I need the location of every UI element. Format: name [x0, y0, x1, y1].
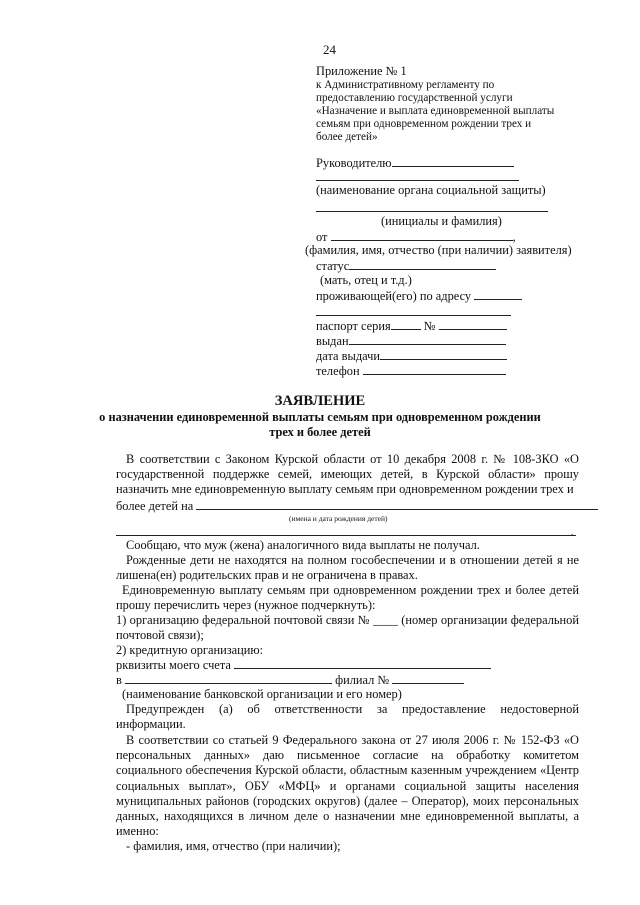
bank-hint: (наименование банковской организации и его номер)	[122, 687, 402, 701]
status-row	[316, 258, 496, 274]
option-post-office: 1) организацию федеральной почтовой связи № ____ (номер организации федеральной почтовой связи);	[116, 613, 579, 643]
phone-field[interactable]	[363, 363, 506, 375]
issued-field[interactable]	[349, 333, 506, 345]
children-field[interactable]	[196, 498, 598, 510]
branch-field[interactable]	[392, 672, 464, 684]
account-row	[116, 657, 491, 673]
title-sub-2: трех и более детей	[269, 425, 371, 439]
paragraph-liability: Предупрежден (а) об ответственности за предоставление недостоверной информации.	[116, 702, 579, 732]
option-credit-org: 2) кредитную организацию:	[116, 643, 264, 657]
personal-data-item-name: - фамилия, имя, отчество (при наличии);	[126, 839, 341, 853]
appendix-line-6: более детей»	[316, 131, 378, 143]
organ-field[interactable]	[316, 180, 519, 181]
organ-hint: (наименование органа социальной защиты)	[316, 183, 546, 197]
paragraph-guardianship: Рожденные дети не находятся на полном гособеспечении и в отношении детей я не лишена(ен) родительских прав и не ограничена в правах.	[116, 553, 579, 583]
issued-row	[316, 333, 506, 349]
status-field[interactable]	[349, 258, 496, 270]
bank-in-label: в	[116, 673, 122, 687]
address-field-2[interactable]	[316, 315, 511, 316]
appendix-line-3: предоставлению государственной услуги	[316, 92, 513, 104]
issued-label: выдан	[316, 334, 349, 348]
account-label: рквизиты моего счета	[116, 658, 231, 672]
appendix-line-4: «Назначение и выплата единовременной выплаты	[316, 105, 555, 117]
title-sub-1: о назначении единовременной выплаты семьям при одновременном рождении	[99, 410, 541, 424]
head-label: Руководителю	[316, 156, 392, 170]
appendix-line-1: Приложение № 1	[316, 64, 407, 78]
from-comma: ,	[512, 230, 516, 244]
status-label: статус	[316, 259, 350, 273]
paragraph-spouse: Сообщаю, что муж (жена) аналогичного вида выплаты не получал.	[126, 538, 480, 552]
document-title: ЗАЯВЛЕНИЕ	[274, 393, 366, 409]
children-field-2-end: .	[571, 527, 574, 537]
paragraph-law-reference: В соответствии с Законом Курской области от 10 декабря 2008 г. № 108-ЗКО «О государственной поддержке семей, имеющих детей, в Курской области» прошу назначить мне единовременную выплату семьям при одновременном рождении трех и	[116, 452, 579, 497]
initials-hint: (инициалы и фамилия)	[381, 214, 502, 228]
branch-label: филиал №	[335, 673, 390, 687]
passport-number-field[interactable]	[439, 318, 507, 330]
children-row	[116, 498, 598, 514]
page-number: 24	[323, 42, 336, 57]
address-row	[316, 288, 522, 304]
children-hint: (имена и дата рождения детей)	[289, 514, 388, 523]
bank-row	[116, 672, 464, 688]
address-field-1[interactable]	[474, 288, 522, 300]
head-row	[316, 155, 514, 171]
paragraph-payment-method: Единовременную выплату семьям при одновременном рождении трех и более детей прошу перечислить через (нужное подчеркнуть):	[116, 583, 579, 613]
head-field[interactable]	[392, 155, 514, 167]
children-field-2[interactable]	[116, 535, 576, 536]
account-field[interactable]	[234, 657, 491, 669]
appendix-line-2: к Административному регламенту по	[316, 79, 495, 91]
phone-label: телефон	[316, 364, 360, 378]
from-field[interactable]	[331, 229, 513, 241]
status-hint: (мать, отец и т.д.)	[320, 273, 412, 287]
issue-date-row	[316, 348, 507, 364]
applicant-hint: (фамилия, имя, отчество (при наличии) заявителя)	[305, 243, 572, 257]
passport-no-label: №	[423, 319, 436, 333]
children-label: более детей на	[116, 499, 194, 513]
passport-row	[316, 318, 507, 334]
appendix-line-5: семьям при одновременном рождении трех и	[316, 118, 532, 130]
issue-date-field[interactable]	[380, 348, 507, 360]
bank-field[interactable]	[125, 672, 332, 684]
issue-date-label: дата выдачи	[316, 349, 380, 363]
address-label: проживающей(его) по адресу	[316, 289, 472, 303]
passport-series-field[interactable]	[391, 318, 421, 330]
paragraph-personal-data: В соответствии со статьей 9 Федерального закона от 27 июля 2006 г. № 152-ФЗ «О персональных данных» даю письменное согласие на обработку комитетом социального обеспечения Курской области, областным казенным учреждением «Центр социальных выплат», ОБУ «МФЦ» и органами социальной защиты населения муниципальных районов (городских округов) (далее – Оператор), моих персональных данных, находящихся в личном деле о назначении мне единовременной выплаты, а именно:	[116, 733, 579, 839]
passport-label: паспорт серия	[316, 319, 391, 333]
from-label: от	[316, 230, 328, 244]
initials-field[interactable]	[316, 211, 548, 212]
phone-row	[316, 363, 506, 379]
